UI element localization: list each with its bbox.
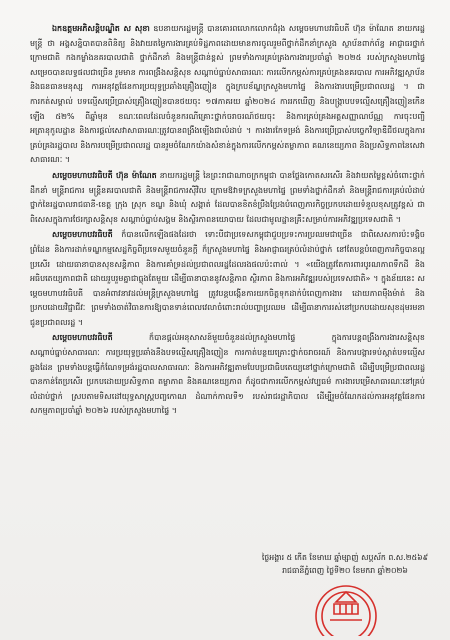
solar-date-line: រាជធានីភ្នំពេញ ថ្ងៃទី២០ ខែមករា ឆ្នាំ២០២៦ [282, 565, 408, 575]
paragraph-text: នាយករដ្ឋមន្ត្រី នៃព្រះរាជាណាចក្រកម្ពុជា បានថ្លែងកោតសរសើរ និងវាយតម្លៃខ្ពស់ចំពោះថ្នាក់ដឹកនាំ មន្ត្រីរាជការ មន្ត្រីនគរបាលជាតិ និងមន្ត្រីរាជការស៊ីវិល ក្រោមឱវាទក្រសួងមហាផ្ទៃ ព្រមទាំងថ្នាក់ដឹកនាំ និងមន្ត្រីរាជការគ្រប់លំដាប់ថ្នាក់នៃរដ្ឋបាលរាជធានី-ខេត្ត ក្រុង ស្រុក ខណ្ឌ និងឃុំ សង្កាត់ ដែលបានខិតខំប្រឹងប្រែងបំពេញភារកិច្ចប្រកបដោយទំនួលខុសត្រូវខ្ពស់ ជាពិសេសក្នុងការថែរក្សាសន្តិសុខ សណ្តាប់ធ្នាប់សង្គម និងស្ថិរភាពនយោបាយ ដែលជាមូលដ្ឋានគ្រឹះសម្រាប់ការអភិវឌ្ឍប្រទេសជាតិ ។ [30, 170, 425, 224]
paragraph-2 [30, 169, 425, 227]
paragraph-3 [30, 228, 425, 330]
lunar-date-line: ថ្ងៃអង្គារ ៥ កើត ខែមាឃ ឆ្នាំម្សាញ់ សប្តស័ក ព.ស.២៥៦៩ [261, 553, 429, 562]
paragraph-lead: ឯកឧត្តមអភិសន្តិបណ្ឌិត ស សុខា [52, 24, 150, 33]
document-body [30, 22, 425, 420]
paragraph-lead: សម្តេចមហាបវរធិបតី [52, 333, 113, 343]
paragraph-text: ឧបនាយករដ្ឋមន្ត្រី បានគោរពលោកលោកជំរុង សម្តេចមហាបវរធិបតី ហ៊ុន ម៉ាណែត នាយករដ្ឋមន្ត្រី ថា អង្គសន្និបាតបានពិនិត្យ និងវាយតម្លៃការងារគ្រប់ទិដ្ឋភាពដោយមានការចូលរួមពីថ្នាក់ដឹកនាំក្រសួង ស្ថាប័នពាក់ព័ន្ធ អាជ្ញាធរថ្នាក់ក្រោមជាតិ កងកម្លាំងនគរបាលជាតិ ថ្នាក់ដឹកនាំ និងមន្ត្រីជាន់ខ្ពស់ ព្រមទាំងការគ្រប់គ្រងការងារប្រចាំឆ្នាំ ២០២៥ របស់ក្រសួងមហាផ្ទៃ សម្រេចបានលទ្ធផលជាច្រើន រួមមាន ការពង្រឹងសន្តិសុខ សណ្តាប់ធ្នាប់សាធារណៈ ការលើកកម្ពស់ការគ្រប់គ្រងនគរបាល ការអភិវឌ្ឍស្ថាប័ន និងធនធានមនុស្ស ការអនុវត្តផែនការប្រយុទ្ធប្រឆាំងគ្រឿងញៀន ក្នុងក្របខ័ណ្ឌក្រសួងមហាផ្ទៃ និងការងារបម្រើប្រជាពលរដ្ឋ ។ ជាការកត់សម្គាល់ បទល្មើសប្រើប្រាស់គ្រឿងញៀនបានថយចុះ ១៧ភាគរយ ឆ្នាំ២០២៤ ការរកឃើញ និងបង្រ្កាបបទល្មើសគ្រឿងញៀនកើនឡើង ៥២% ពីឆ្នាំមុន ខណៈពេលដែលចំនួនករណីគ្រោះថ្នាក់ចរាចរណ៍ថយចុះ និងការគ្រប់គ្រងអត្តសញ្ញាណប័ណ្ណ ការចុះបញ្ជីអត្រានុកូលដ្ឋាន និងការផ្តល់សេវាសាធារណៈត្រូវបានពង្រឹងឡើងជាលំដាប់ ។ ការងារកែទម្រង់ និងការប្រើប្រាស់បច្ចេកវិទ្យាឌីជីថលក្នុងការគ្រប់គ្រងរដ្ឋបាល និងការបម្រើប្រជាពលរដ្ឋ បានរួមចំណែកយ៉ាងសំខាន់ក្នុងការលើកកម្ពស់តម្លាភាព គណនេយ្យភាព និងប្រសិទ្ធភាពនៃសេវាសាធារណៈ ។ [30, 24, 425, 165]
paragraph-text: ក៏បានផ្តល់អនុសាសន៍មួយចំនួនដល់ក្រសួងមហាផ្ទៃ ក្នុងការបន្តពង្រឹងការងារសន្តិសុខ សណ្តាប់ធ្នាប់សាធារណៈ ការប្រយុទ្ធប្រឆាំងនឹងបទល្មើសគ្រឿងញៀន ការកាត់បន្ថយគ្រោះថ្នាក់ចរាចរណ៍ និងការបង្ការទប់ស្កាត់បទល្មើសឆ្លងដែន ព្រមទាំងបន្តធ្វើកំណែទម្រង់រដ្ឋបាលសាធារណៈ និងការអភិវឌ្ឍតាមបែបប្រជាធិបតេយ្យនៅថ្នាក់ក្រោមជាតិ ដើម្បីបម្រើប្រជាពលរដ្ឋបានកាន់តែប្រសើរ ប្រកបដោយប្រសិទ្ធភាព តម្លាភាព និងគណនេយ្យភាព ក៏ដូចជាការលើកកម្ពស់វប្បធម៌ ការងារបម្រើសាធារណៈនៅគ្រប់លំដាប់ថ្នាក់ ស្របតាមទិសដៅយុទ្ធសាស្ត្របញ្ចកោណ ដំណាក់កាលទី១ របស់រាជរដ្ឋាភិបាល ដើម្បីរួមចំណែកដល់ការអនុវត្តផែនការសកម្មភាពប្រចាំឆ្នាំ ២០២៦ របស់ក្រសួងមហាផ្ទៃ ។ [30, 333, 425, 416]
paragraph-lead: សម្តេចមហាបវរធិបតី ហ៊ុន ម៉ាណែត [52, 170, 157, 180]
paragraph-1 [30, 22, 425, 168]
seal-graphic [300, 572, 392, 636]
paragraph-text: ក៏បានលើកឡើងផងដែរថា ទោះបីជាប្រទេសកម្ពុជាជួបប្រទះការប្រឈមជាច្រើន ជាពិសេសការប៉ះទង្គិចព្រំដែន និងការដាក់ទណ្ឌកម្មសេដ្ឋកិច្ចពីប្រទេសមួយចំនួនក្តី ក៏ក្រសួងមហាផ្ទៃ និងអាជ្ញាធរគ្រប់លំដាប់ថ្នាក់ នៅតែបន្តបំពេញភារកិច្ចបានល្អប្រសើរ ដោយធានាបានសុខសន្តិភាព និងការគាំទ្រដល់ប្រជាពលរដ្ឋដែលរងផលប៉ះពាល់ ។ «យើងត្រូវតែការពារបូរណភាពទឹកដី និងអធិបតេយ្យភាពជាតិ ដោយរួបរួមគ្នាជាធ្លុងតែមួយ ដើម្បីធានាបាននូវសន្តិភាព ស្ថិរភាព និងការអភិវឌ្ឍរបស់ប្រទេសជាតិ» ។ ក្នុងន័យនេះ សម្តេចមហាបវរធិបតី បានអំពាវនាវដល់មន្ត្រីក្រសួងមហាផ្ទៃ ត្រូវបន្តបង្កើនការយកចិត្តទុកដាក់បំពេញការងារ ដោយភាពម៉ឺងម៉ាត់ និងប្រកបដោយវិជ្ជាជីវៈ ព្រមទាំងចាត់វិធានការឱ្យបានទាន់ពេលវេលាចំពោះរាល់បញ្ហាប្រឈម ដើម្បីធានាការរស់នៅប្រកបដោយសុខដុមរមនាជូនប្រជាពលរដ្ឋ ។ [30, 230, 425, 327]
paragraph-lead: សម្តេចមហាបវរធិបតី [52, 230, 113, 240]
official-seal-icon [300, 572, 392, 636]
paragraph-4 [30, 331, 425, 419]
